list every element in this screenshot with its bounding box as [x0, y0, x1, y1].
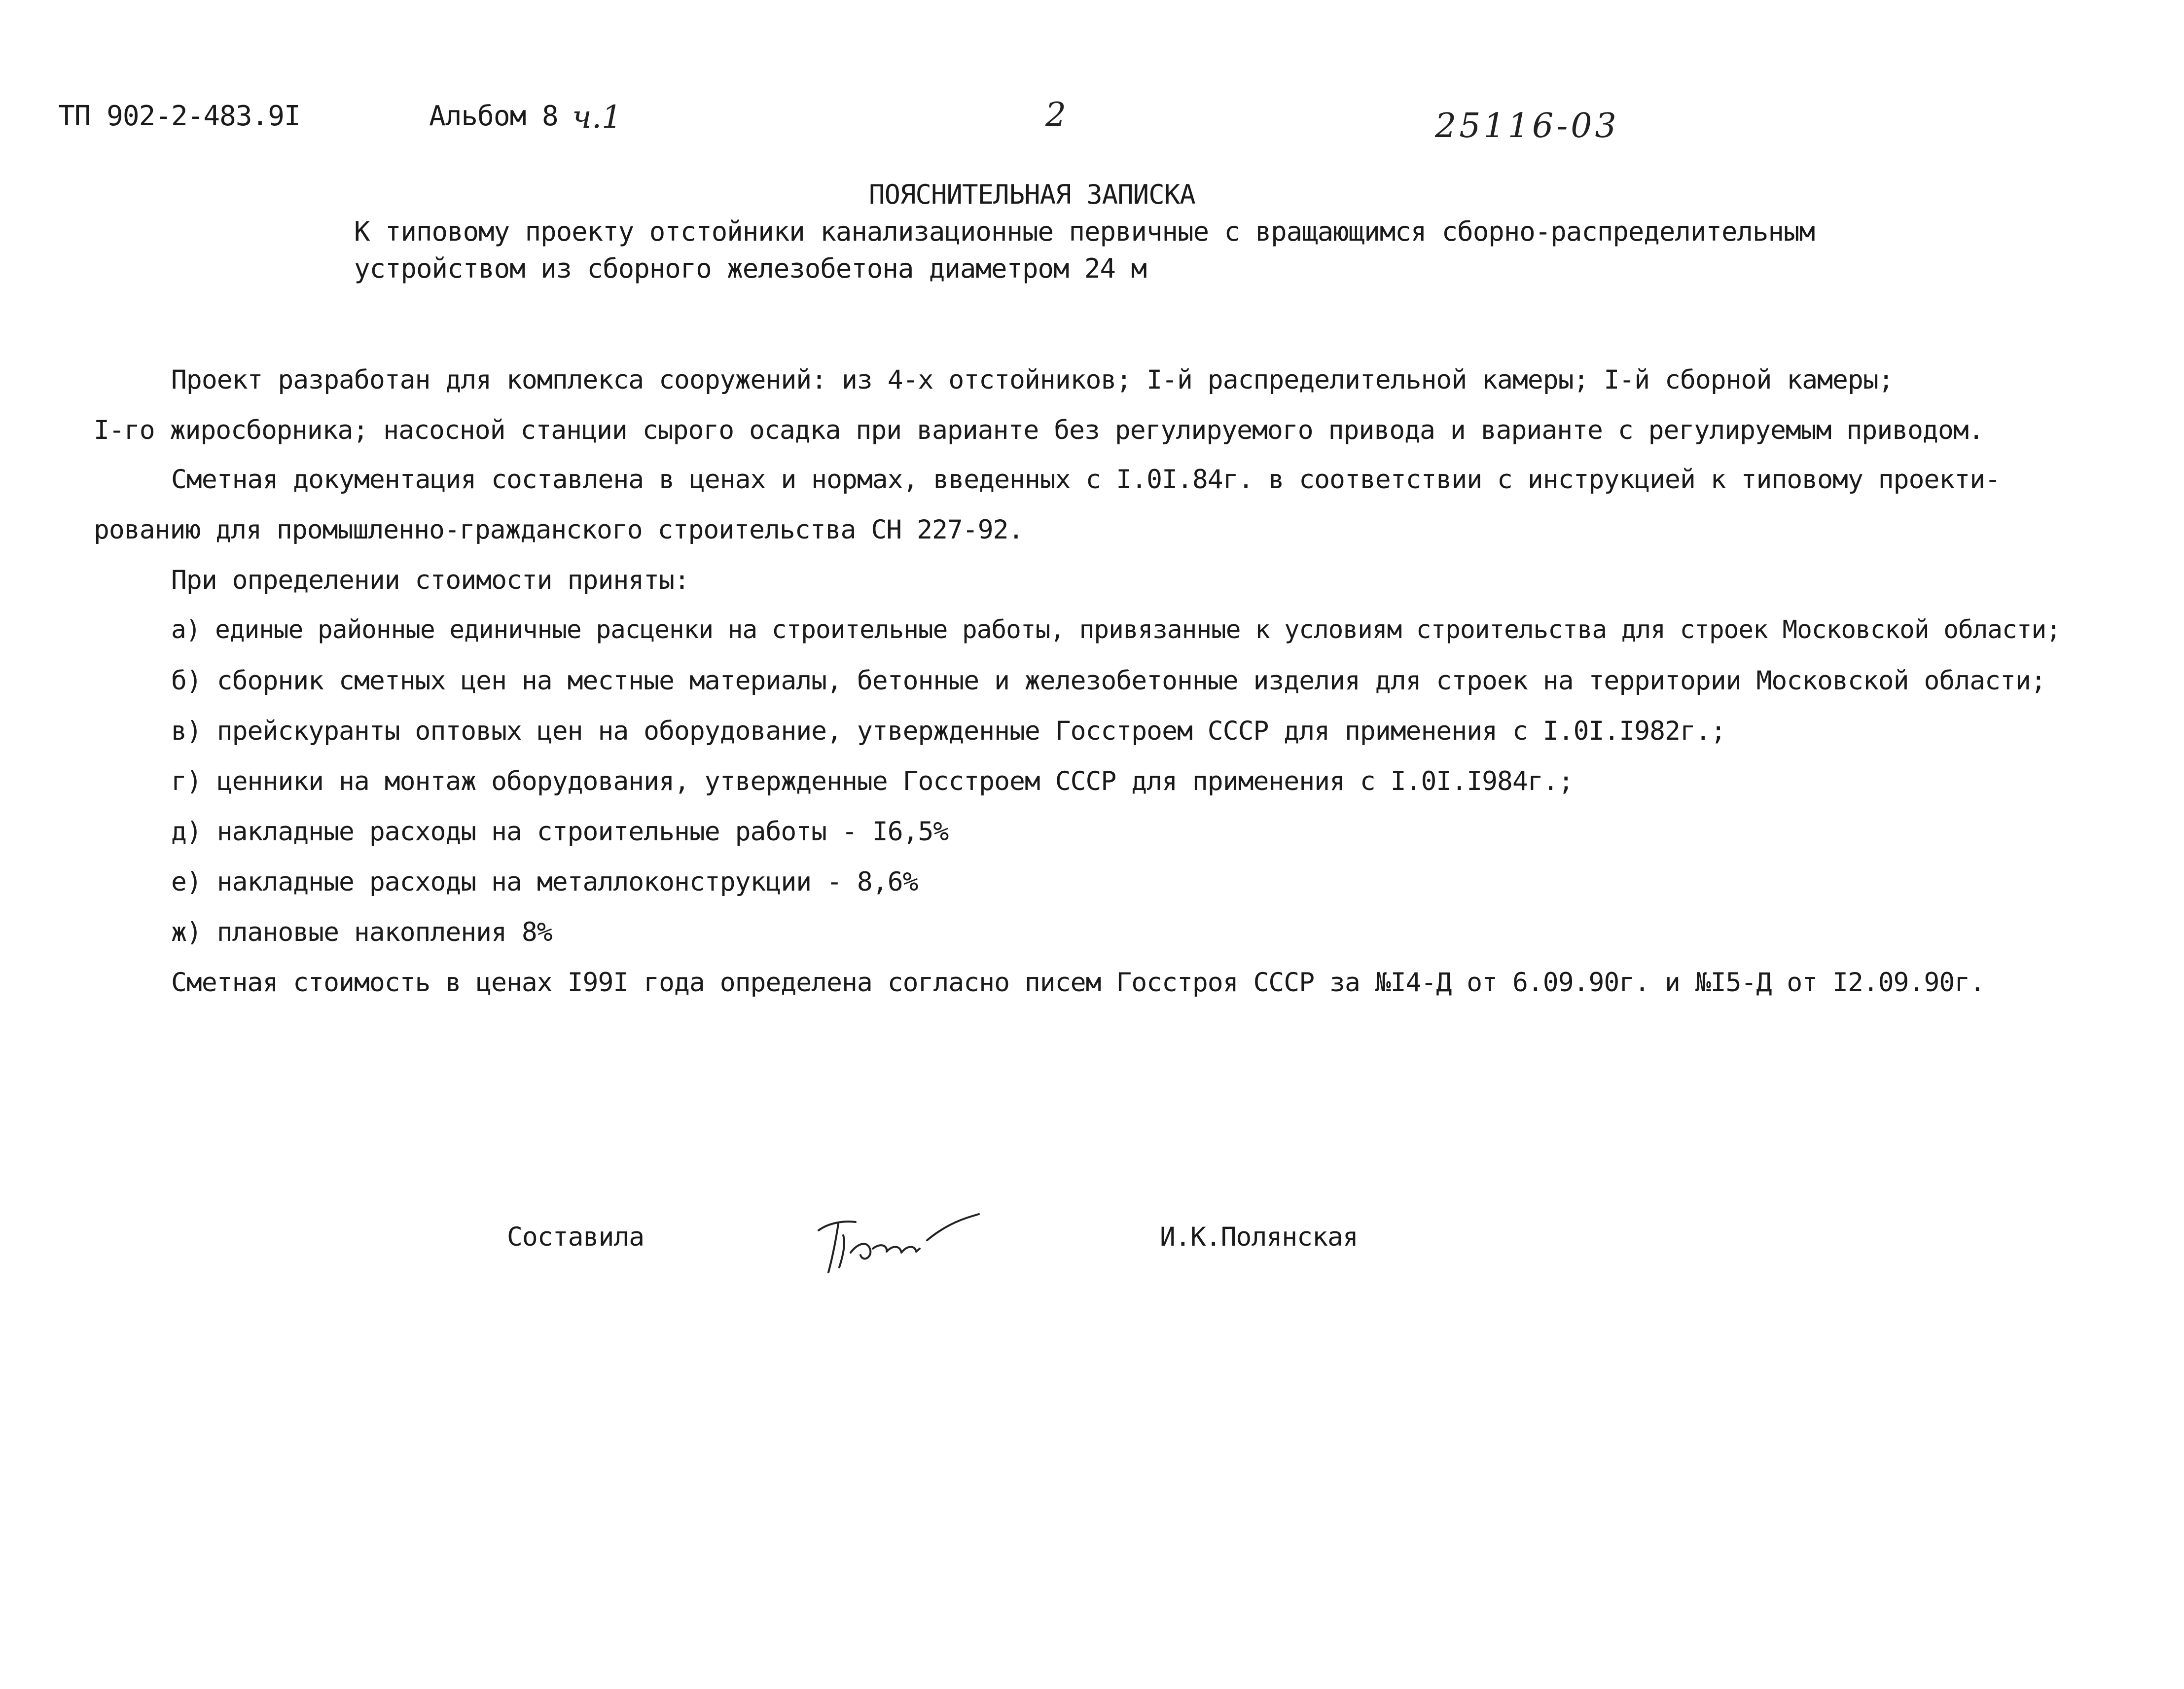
doc-number: 25116-03	[1435, 107, 1619, 145]
signatory-name: И.К.Полянская	[1160, 1222, 1358, 1252]
paragraph-1-line-2: I-го жиросборника; насосной станции сырого осадка при варианте без регулируемого привода и варианте с регулируемым приводом.	[94, 415, 1984, 445]
list-item: г) ценники на монтаж оборудования, утвержденные Госстроем СССР для применения с I.0I.I984г.;	[171, 766, 1574, 796]
paragraph-2-line-1: Сметная документация составлена в ценах и нормах, введенных с I.0I.84г. в соответствии с инструкцией к типовому проекти-	[171, 465, 2001, 495]
album-part: ч.1	[572, 99, 622, 136]
page-title: ПОЯСНИТЕЛЬНАЯ ЗАПИСКА	[869, 179, 1195, 210]
list-item: е) накладные расходы на металлоконструкции - 8,6%	[171, 867, 918, 897]
page-number: 2	[1045, 96, 1066, 134]
subtitle-line-1: К типовому проекту отстойники канализационные первичные с вращающимся сборно-распределительным	[354, 216, 1815, 247]
list-item: в) прейскуранты оптовых цен на оборудование, утвержденные Госстроем СССР для применения с I.0I.I982г.;	[171, 716, 1726, 746]
list-item: а) единые районные единичные расценки на строительные работы, привязанные к условиям строительства для строек Московской области;	[171, 615, 2061, 645]
subtitle-line-2: устройством из сборного железобетона диаметром 24 м	[354, 253, 1147, 284]
handwritten-signature	[809, 1193, 996, 1277]
paragraph-4: Сметная стоимость в ценах I99I года определена согласно писем Госстроя СССР за №I4-Д от 6.09.90г. и №I5-Д от I2.09.90г.	[171, 968, 1985, 998]
paragraph-1-line-1: Проект разработан для комплекса сооружений: из 4-х отстойников; I-й распределительной камеры; I-й сборной камеры;	[171, 365, 1894, 395]
signature-label: Составила	[507, 1222, 644, 1252]
paragraph-2-line-2: рованию для промышленно-гражданского строительства СН 227-92.	[94, 515, 1024, 545]
paragraph-3: При определении стоимости приняты:	[171, 565, 689, 595]
project-code: ТП 902-2-483.9I	[58, 100, 300, 132]
album-label: Альбом 8	[429, 100, 558, 132]
list-item: д) накладные расходы на строительные работы - I6,5%	[171, 817, 949, 847]
list-item: ж) плановые накопления 8%	[171, 917, 552, 947]
list-item: б) сборник сметных цен на местные материалы, бетонные и железобетонные изделия для строек на территории Московской области;	[171, 666, 2046, 696]
